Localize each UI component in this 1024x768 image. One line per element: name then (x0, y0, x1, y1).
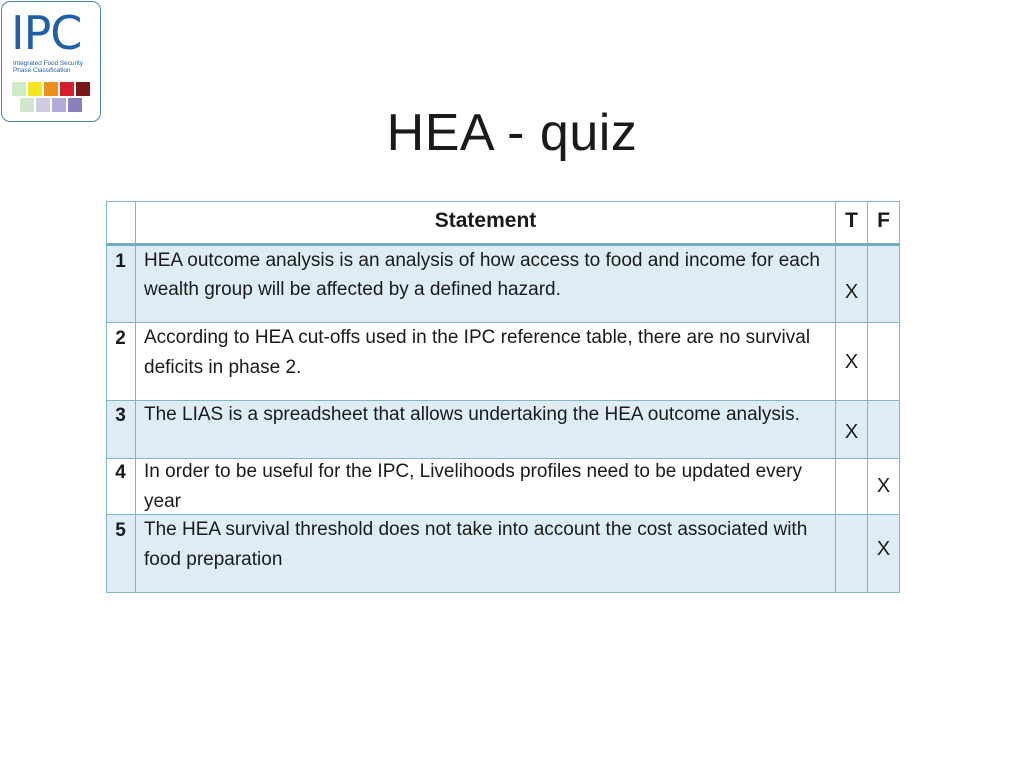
header-false-cell (868, 202, 899, 244)
table-row (107, 323, 899, 400)
row-true-cell (836, 323, 868, 400)
table-row (107, 246, 899, 323)
row-number: 3 (115, 405, 126, 426)
header-true-cell (836, 202, 868, 244)
ipc-logo-mark: IPC (11, 6, 82, 60)
logo-swatch (76, 82, 90, 96)
row-statement: In order to be useful for the IPC, Livelihoods profiles need to be updated every year (144, 461, 803, 512)
logo-swatch (60, 82, 74, 96)
header-num-cell (107, 202, 136, 244)
ipc-logo-line2: Phase Classification (13, 67, 71, 75)
logo-swatch (28, 82, 42, 96)
row-statement: The HEA survival threshold does not take into account the cost associated with food preparation (144, 519, 808, 570)
row-true-cell (836, 459, 868, 514)
row-statement-cell (136, 246, 836, 323)
ipc-logo-subtitle (13, 60, 97, 75)
table-row (107, 401, 899, 458)
table-row (107, 515, 899, 592)
row-statement-cell (136, 323, 836, 400)
row-num-cell (107, 459, 136, 514)
row-true-cell (836, 401, 868, 458)
logo-swatch (44, 82, 58, 96)
false-mark: X (876, 538, 891, 560)
row-number: 4 (115, 462, 126, 483)
row-true-cell (836, 246, 868, 323)
table-row (107, 459, 899, 514)
row-num-cell (107, 246, 136, 323)
ipc-logo-line1: Integrated Food Security (13, 60, 83, 67)
row-false-cell (868, 401, 899, 458)
row-true-cell (836, 515, 868, 592)
true-mark: X (844, 421, 859, 443)
header-statement: Statement (434, 209, 537, 232)
row-false-cell (868, 515, 899, 592)
row-num-cell (107, 515, 136, 592)
quiz-table (106, 201, 900, 593)
row-number: 1 (115, 250, 126, 272)
row-number: 2 (115, 328, 126, 349)
row-statement-cell (136, 401, 836, 458)
true-mark: X (844, 351, 859, 373)
row-statement: According to HEA cut-offs used in the IPC reference table, there are no survival deficits in phase 2. (144, 327, 811, 378)
row-statement: The LIAS is a spreadsheet that allows undertaking the HEA outcome analysis. (144, 404, 800, 425)
header-false: F (877, 209, 890, 232)
table-header-row (107, 202, 899, 244)
logo-swatch (12, 82, 26, 96)
false-mark: X (876, 475, 891, 497)
row-number: 5 (115, 520, 126, 541)
row-num-cell (107, 401, 136, 458)
page-title: HEA - quiz (386, 103, 638, 162)
header-statement-cell (136, 202, 836, 244)
header-true: T (845, 209, 858, 232)
row-false-cell (868, 459, 899, 514)
row-false-cell (868, 323, 899, 400)
row-statement: HEA outcome analysis is an analysis of how access to food and income for each wealth group will be affected by a defined hazard. (144, 249, 820, 300)
row-statement-cell (136, 515, 836, 592)
row-false-cell (868, 246, 899, 323)
row-statement-cell (136, 459, 836, 514)
row-num-cell (107, 323, 136, 400)
true-mark: X (844, 280, 859, 303)
